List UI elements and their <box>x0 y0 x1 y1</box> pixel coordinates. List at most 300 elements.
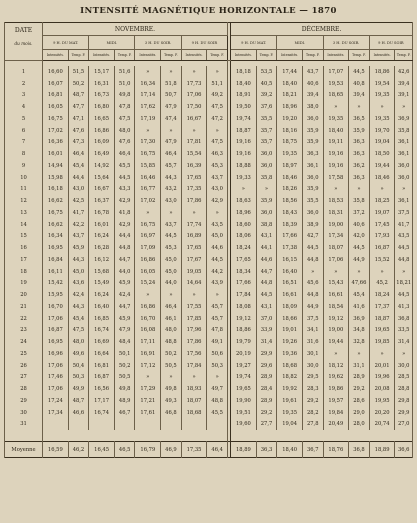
row-date: 5 <box>5 113 43 125</box>
date-column-header <box>5 23 43 61</box>
intensity-cell: 19,20 <box>277 113 303 125</box>
table-row <box>5 78 413 90</box>
intensity-cell: 15,54 <box>181 148 207 160</box>
intensity-cell: 17,86 <box>181 195 207 207</box>
intensity-cell: 20,01 <box>369 360 395 372</box>
temperature-cell: 35,9 <box>349 125 370 137</box>
intensity-cell: » <box>135 207 161 219</box>
temperature-cell: 30,0 <box>302 360 323 372</box>
temperature-cell: » <box>349 266 370 278</box>
temperature-cell: 44,8 <box>256 278 277 290</box>
temperature-cell: 50,1 <box>114 348 135 360</box>
temperature-cell: 45,5 <box>207 407 228 419</box>
intensity-cell: 16,75 <box>43 207 69 219</box>
date-header-line1: DATE <box>14 27 33 34</box>
temperature-cell: 37,5 <box>395 207 413 219</box>
intensity-cell: 16,86 <box>89 125 115 137</box>
temperature-cell: 30,0 <box>395 360 413 372</box>
intensity-cell: 17,65 <box>181 172 207 184</box>
intensity-cell: 17,81 <box>181 137 207 149</box>
intensity-cell: 16,49 <box>89 148 115 160</box>
temperature-cell: 36,9 <box>395 113 413 125</box>
temperature-cell: 34,8 <box>349 325 370 337</box>
intensity-cell: 15,42 <box>43 278 69 290</box>
intensity-cell: 17,34 <box>323 231 349 243</box>
intensity-cell: 18,54 <box>323 301 349 313</box>
temperature-cell: 29,9 <box>395 407 413 419</box>
intensity-cell: » <box>135 125 161 137</box>
intensity-cell: 16,61 <box>323 289 349 301</box>
temperature-cell: 48,8 <box>161 336 182 348</box>
temperature-cell: 42,9 <box>114 219 135 231</box>
temperature-cell: 44,8 <box>302 254 323 266</box>
temperature-cell: 47,9 <box>114 325 135 337</box>
intensity-cell: 17,12 <box>135 360 161 372</box>
temperature-cell: 39,4 <box>349 90 370 102</box>
intensity-cell: 18,39 <box>277 219 303 231</box>
temperature-cell: 49,3 <box>161 395 182 407</box>
temperature-cell: 51,8 <box>161 78 182 90</box>
intensity-cell: 20,19 <box>231 348 257 360</box>
temperature-cell: » <box>207 207 228 219</box>
temperature-cell: 42,2 <box>68 219 89 231</box>
row-date: 21 <box>5 301 43 313</box>
intensity-cell: 16,87 <box>89 372 115 384</box>
temperature-cell: 37,5 <box>302 313 323 325</box>
temperature-cell: 36,3 <box>349 137 370 149</box>
temperature-cell: 47,7 <box>68 101 89 113</box>
table-row <box>5 336 413 348</box>
temperature-cell: 28,2 <box>302 407 323 419</box>
temperature-cell: 42,9 <box>207 195 228 207</box>
temperature-cell: 37,6 <box>256 101 277 113</box>
intensity-cell: 18,91 <box>231 90 257 102</box>
temperature-cell: 44,7 <box>114 254 135 266</box>
intensity-cell: 16,78 <box>89 207 115 219</box>
intensity-cell: 16,61 <box>277 289 303 301</box>
temperature-cell: » <box>207 289 228 301</box>
intensity-cell: » <box>135 372 161 384</box>
temperature-cell: 36,3 <box>349 172 370 184</box>
intensity-cell: 19,90 <box>231 395 257 407</box>
temperature-cell: 46,4 <box>68 148 89 160</box>
intensity-cell: 18,26 <box>277 184 303 196</box>
temperature-cell: 31,4 <box>395 336 413 348</box>
intensity-cell: » <box>369 101 395 113</box>
intensity-cell: 18,40 <box>231 78 257 90</box>
intensity-cell: 19,16 <box>323 160 349 172</box>
average-row <box>5 442 413 458</box>
intensity-cell: 17,34 <box>43 407 69 419</box>
intensity-cell: 19,16 <box>231 148 257 160</box>
intensity-cell: » <box>181 207 207 219</box>
row-date: 3 <box>5 90 43 102</box>
row-date: 27 <box>5 372 43 384</box>
intensity-cell: 19,85 <box>369 336 395 348</box>
intensity-cell: 17,66 <box>231 278 257 290</box>
temperature-cell: 27,0 <box>395 419 413 431</box>
intensity-cell: 18,66 <box>277 313 303 325</box>
temperature-cell: 45,7 <box>207 313 228 325</box>
temperature-cell: 50,3 <box>207 360 228 372</box>
intensity-cell: 19,35 <box>369 113 395 125</box>
temperature-cell: 40,8 <box>349 78 370 90</box>
intensity-cell: 16,09 <box>89 137 115 149</box>
intensity-cell: 16,34 <box>43 231 69 243</box>
intensity-cell: » <box>135 66 161 78</box>
intensity-cell: 18,87 <box>231 125 257 137</box>
intensity-cell: 19,16 <box>323 148 349 160</box>
intensity-cell: 18,09 <box>277 301 303 313</box>
temperature-cell: 44,5 <box>114 172 135 184</box>
temperature-cell: 44,8 <box>302 289 323 301</box>
temperature-cell: 29,5 <box>302 372 323 384</box>
temperature-cell: 47,5 <box>207 101 228 113</box>
temperature-cell: 48,0 <box>68 336 89 348</box>
sub-header-intensity: Intensités. <box>231 50 257 61</box>
intensity-cell: » <box>181 289 207 301</box>
intensity-cell: 16,18 <box>43 184 69 196</box>
temperature-cell: » <box>349 348 370 360</box>
row-date: 15 <box>5 231 43 243</box>
intensity-cell: 17,07 <box>323 66 349 78</box>
row-date: 1 <box>5 66 43 78</box>
intensity-cell: 18,82 <box>277 372 303 384</box>
table-row <box>5 101 413 113</box>
temperature-cell: » <box>161 289 182 301</box>
temperature-cell: 45,0 <box>161 266 182 278</box>
row-date: 4 <box>5 101 43 113</box>
row-date: 20 <box>5 289 43 301</box>
intensity-cell: 16,36 <box>43 137 69 149</box>
intensity-cell: 17,29 <box>135 383 161 395</box>
temperature-cell: 36,0 <box>395 160 413 172</box>
temperature-cell: 38,9 <box>302 219 323 231</box>
intensity-cell <box>181 419 207 431</box>
row-date: 25 <box>5 348 43 360</box>
intensity-cell: 17,06 <box>43 360 69 372</box>
temperature-cell: 42,5 <box>68 195 89 207</box>
average-temperature: 46,4 <box>207 442 228 458</box>
intensity-cell <box>135 419 161 431</box>
intensity-cell: 16,87 <box>43 325 69 337</box>
temperature-cell: 44,4 <box>114 231 135 243</box>
temperature-cell: 47,9 <box>161 101 182 113</box>
sub-header-temperature: Temp. F. <box>161 50 182 61</box>
average-temperature: 46,2 <box>68 442 89 458</box>
temperature-cell: 40,6 <box>302 78 323 90</box>
temperature-cell: 42,4 <box>114 289 135 301</box>
table-row <box>5 360 413 372</box>
intensity-cell: 17,06 <box>323 254 349 266</box>
temperature-cell: 28,6 <box>349 395 370 407</box>
time-header-december-9h-evening: 9 H. DU SOIR <box>369 36 412 50</box>
temperature-cell: 47,8 <box>114 101 135 113</box>
temperature-cell: 41,8 <box>114 207 135 219</box>
intensity-cell: 17,21 <box>135 395 161 407</box>
data-table <box>4 22 413 458</box>
temperature-cell: 45,4 <box>68 160 89 172</box>
intensity-cell: 16,75 <box>43 113 69 125</box>
temperature-cell: 36,3 <box>349 148 370 160</box>
table-row <box>5 348 413 360</box>
intensity-cell: 16,67 <box>89 184 115 196</box>
temperature-cell: 43,7 <box>161 219 182 231</box>
table-row <box>5 372 413 384</box>
sub-header-temperature: Temp. F. <box>114 50 135 61</box>
intensity-cell: 17,24 <box>43 395 69 407</box>
intensity-cell: 16,46 <box>135 172 161 184</box>
temperature-cell: 45,9 <box>114 278 135 290</box>
temperature-cell: 47,3 <box>68 137 89 149</box>
average-intensity: 16,45 <box>89 442 115 458</box>
table-row <box>5 160 413 172</box>
intensity-cell: 16,86 <box>135 254 161 266</box>
temperature-cell: 35,8 <box>349 195 370 207</box>
temperature-cell: » <box>302 266 323 278</box>
temperature-cell: 39,4 <box>302 90 323 102</box>
temperature-cell: 44,4 <box>68 172 89 184</box>
row-date: 16 <box>5 242 43 254</box>
row-date: 14 <box>5 219 43 231</box>
intensity-cell: 19,70 <box>369 125 395 137</box>
intensity-cell: 16,96 <box>43 348 69 360</box>
time-header-november-9h-morning: 9 H. DU MAT. <box>43 36 89 50</box>
temperature-cell: 44,2 <box>207 266 228 278</box>
temperature-cell: 50,2 <box>68 78 89 90</box>
intensity-cell: 19,12 <box>323 313 349 325</box>
temperature-cell: 51,0 <box>114 78 135 90</box>
temperature-cell: 45,0 <box>207 231 228 243</box>
average-temperature: 36,7 <box>302 442 323 458</box>
intensity-cell: 19,54 <box>369 78 395 90</box>
temperature-cell: 40,6 <box>349 219 370 231</box>
intensity-cell: 17,61 <box>135 407 161 419</box>
temperature-cell: » <box>207 66 228 78</box>
row-date: 13 <box>5 207 43 219</box>
temperature-cell: 44,9 <box>302 301 323 313</box>
table-row <box>5 407 413 419</box>
intensity-cell: 17,09 <box>135 242 161 254</box>
temperature-cell: 36,1 <box>395 195 413 207</box>
sub-header-temperature: Temp. F. <box>302 50 323 61</box>
temperature-cell: 49,9 <box>68 383 89 395</box>
intensity-cell: 15,64 <box>89 172 115 184</box>
temperature-cell: 50,5 <box>114 372 135 384</box>
intensity-cell: 17,50 <box>181 101 207 113</box>
temperature-cell: 35,5 <box>256 113 277 125</box>
intensity-cell: 16,40 <box>89 301 115 313</box>
intensity-cell: 19,35 <box>277 148 303 160</box>
intensity-cell: 19,57 <box>323 395 349 407</box>
intensity-cell: 20,08 <box>369 383 395 395</box>
temperature-cell: 42,0 <box>349 231 370 243</box>
intensity-cell: 17,73 <box>181 78 207 90</box>
temperature-cell: 35,8 <box>256 172 277 184</box>
intensity-cell: 16,81 <box>89 360 115 372</box>
temperature-cell: 42,4 <box>68 289 89 301</box>
intensity-cell: 17,14 <box>135 90 161 102</box>
sub-header-intensity: Intensités. <box>181 50 207 61</box>
temperature-cell: 46,3 <box>207 148 228 160</box>
temperature-cell: 43,6 <box>68 278 89 290</box>
table-row <box>5 289 413 301</box>
temperature-cell: 36,1 <box>395 148 413 160</box>
row-date: 2 <box>5 78 43 90</box>
intensity-cell: 19,11 <box>323 137 349 149</box>
temperature-cell: » <box>256 184 277 196</box>
intensity-cell: 17,06 <box>43 383 69 395</box>
temperature-cell: » <box>349 184 370 196</box>
temperature-cell: 44,5 <box>349 66 370 78</box>
intensity-cell: 18,46 <box>369 172 395 184</box>
temperature-cell: 30,1 <box>302 348 323 360</box>
intensity-cell: 16,64 <box>89 348 115 360</box>
intensity-cell: 18,31 <box>323 207 349 219</box>
intensity-cell: 15,52 <box>369 254 395 266</box>
intensity-cell: 16,97 <box>135 231 161 243</box>
intensity-cell: 19,35 <box>323 113 349 125</box>
intensity-cell: 18,06 <box>231 231 257 243</box>
temperature-cell: 45,4 <box>349 289 370 301</box>
table-row <box>5 266 413 278</box>
intensity-cell: 17,02 <box>135 195 161 207</box>
intensity-cell: 19,00 <box>323 325 349 337</box>
temperature-cell: 46,4 <box>161 148 182 160</box>
table-row <box>5 148 413 160</box>
intensity-cell: 17,67 <box>181 254 207 266</box>
temperature-cell: 45,7 <box>207 301 228 313</box>
temperature-cell: 31,6 <box>302 336 323 348</box>
intensity-cell: 17,86 <box>181 336 207 348</box>
intensity-cell: 19,33 <box>231 172 257 184</box>
temperature-cell: 45,9 <box>68 242 89 254</box>
intensity-cell: 16,75 <box>135 148 161 160</box>
temperature-cell: 50,3 <box>68 372 89 384</box>
intensity-cell: 19,74 <box>231 372 257 384</box>
temperature-cell: 46,4 <box>114 148 135 160</box>
intensity-cell: 17,46 <box>43 372 69 384</box>
temperature-cell: 47,8 <box>207 325 228 337</box>
intensity-cell: 16,07 <box>43 78 69 90</box>
intensity-cell: 19,65 <box>231 383 257 395</box>
intensity-cell: 18,40 <box>277 78 303 90</box>
intensity-cell: 16,62 <box>43 195 69 207</box>
date-header-line2: du mois. <box>14 41 33 46</box>
intensity-cell: 18,18 <box>231 66 257 78</box>
sub-header-intensity: Intensités. <box>277 50 303 61</box>
intensity-cell: 18,88 <box>231 160 257 172</box>
intensity-cell: 15,43 <box>323 278 349 290</box>
temperature-cell: 36,3 <box>302 148 323 160</box>
temperature-cell: 29,2 <box>256 407 277 419</box>
intensity-cell: 18,40 <box>323 125 349 137</box>
intensity-cell: 19,05 <box>181 266 207 278</box>
temperature-cell: 36,1 <box>302 160 323 172</box>
temperature-cell: 43,1 <box>256 301 277 313</box>
row-date: 18 <box>5 266 43 278</box>
temperature-cell: 38,8 <box>256 219 277 231</box>
table-row <box>5 242 413 254</box>
temperature-cell: » <box>395 101 413 113</box>
temperature-cell: 44,7 <box>256 266 277 278</box>
temperature-cell: 36,8 <box>395 313 413 325</box>
row-date: 6 <box>5 125 43 137</box>
temperature-cell: 34,1 <box>302 325 323 337</box>
temperature-cell: 53,5 <box>256 66 277 78</box>
temperature-cell: 39,1 <box>395 90 413 102</box>
intensity-cell: 19,62 <box>323 372 349 384</box>
temperature-cell: 33,9 <box>256 325 277 337</box>
intensity-cell: 16,62 <box>43 219 69 231</box>
time-header-november-3h-evening: 3 H. DU SOIR. <box>135 36 181 50</box>
temperature-cell: 31,1 <box>349 360 370 372</box>
temperature-cell: 44,5 <box>395 242 413 254</box>
temperature-cell: 47,66 <box>349 278 370 290</box>
intensity-cell: 14,64 <box>181 278 207 290</box>
temperature-cell: 28,4 <box>256 383 277 395</box>
intensity-cell: 18,75 <box>277 137 303 149</box>
temperature-cell: 47,6 <box>114 137 135 149</box>
intensity-cell: 45,2 <box>369 278 395 290</box>
intensity-cell: 20,20 <box>369 407 395 419</box>
temperature-cell: 44,5 <box>302 242 323 254</box>
intensity-cell: 19,04 <box>369 137 395 149</box>
intensity-cell: 16,70 <box>135 313 161 325</box>
temperature-cell: 44,7 <box>114 301 135 313</box>
intensity-cell: 18,96 <box>277 101 303 113</box>
temperature-cell: 48,4 <box>114 336 135 348</box>
table-row <box>5 90 413 102</box>
intensity-cell: 17,65 <box>231 254 257 266</box>
temperature-cell: 46,6 <box>68 407 89 419</box>
temperature-cell: 43,3 <box>114 184 135 196</box>
intensity-cell: » <box>323 348 349 360</box>
intensity-cell: 19,53 <box>323 78 349 90</box>
temperature-cell: 43,0 <box>68 184 89 196</box>
intensity-cell: 19,50 <box>231 101 257 113</box>
temperature-cell: 50,5 <box>161 360 182 372</box>
intensity-cell: 17,84 <box>231 289 257 301</box>
temperature-cell: 47,1 <box>68 113 89 125</box>
temperature-cell: 43,5 <box>207 219 228 231</box>
intensity-cell: 18,16 <box>277 125 303 137</box>
average-intensity: 18,89 <box>231 442 257 458</box>
intensity-cell: 19,96 <box>369 372 395 384</box>
temperature-cell: 36,0 <box>302 113 323 125</box>
table-row <box>5 419 413 431</box>
intensity-cell: 18,46 <box>277 172 303 184</box>
intensity-cell: 16,67 <box>181 113 207 125</box>
intensity-cell: 18,24 <box>369 289 395 301</box>
temperature-cell: 43,0 <box>207 184 228 196</box>
table-row <box>5 301 413 313</box>
temperature-cell: 44,0 <box>114 266 135 278</box>
temperature-cell: 43,5 <box>395 231 413 243</box>
temperature-cell: 50,2 <box>114 360 135 372</box>
intensity-cell: 17,17 <box>89 395 115 407</box>
intensity-cell: 16,31 <box>89 78 115 90</box>
intensity-cell: 17,19 <box>135 113 161 125</box>
row-date: 28 <box>5 383 43 395</box>
intensity-cell: » <box>181 66 207 78</box>
time-header-november-9h-evening: 9 H. DU SOIR <box>181 36 227 50</box>
intensity-cell: 18,53 <box>323 195 349 207</box>
intensity-cell: 16,60 <box>43 66 69 78</box>
intensity-cell: 18,12 <box>323 360 349 372</box>
intensity-cell: 17,30 <box>135 137 161 149</box>
intensity-cell: 16,39 <box>181 160 207 172</box>
